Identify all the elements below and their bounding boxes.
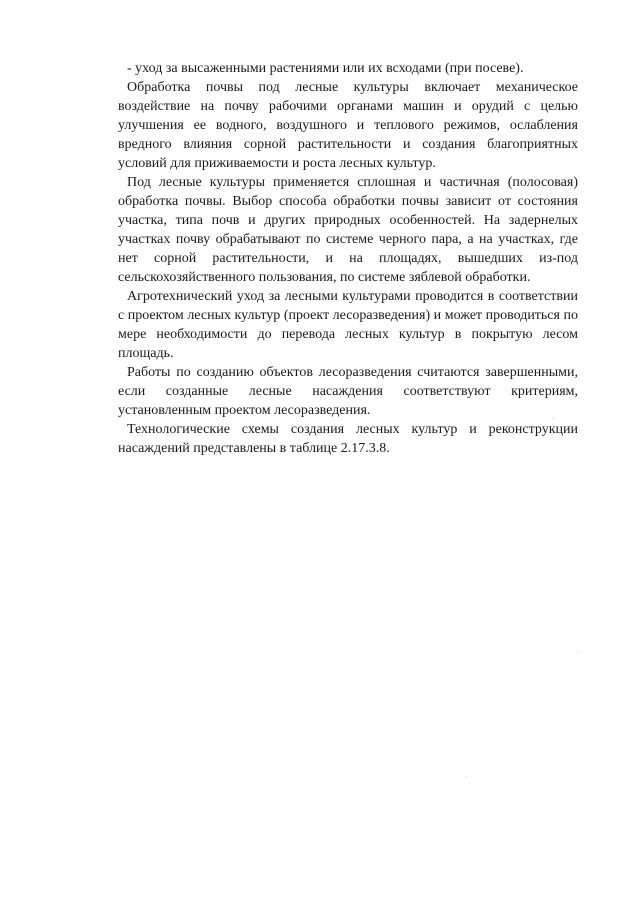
paragraph-technology-schemes: Технологические схемы создания лесных культур и реконструкции насаждений представлены в таблице 2.17.3.8.	[118, 422, 578, 456]
scan-speck	[578, 652, 579, 653]
paragraph-agrotechnical-care: Агротехнический уход за лесными культурами проводится в соответствии с проектом лесных культур (проект лесоразведения) и может проводиться по мере необходимости до перевода лесных культур в покрытую лесом площадь.	[118, 289, 578, 361]
scan-speck	[466, 776, 467, 777]
paragraph-works-completion: Работы по созданию объектов лесоразведения считаются завершенными, если созданные лесные насаждения соответствуют критериям, установленным проектом лесоразведения.	[118, 365, 578, 418]
document-body	[118, 59, 578, 458]
paragraph-treatment-methods: Под лесные культуры применяется сплошная и частичная (полосовая) обработка почвы. Выбор способа обработки почвы зависит от состояния участка, типа почв и других природных особенностей. На задернелых участках почву обрабатывают по системе черного пара, а на участках, где нет сорной растительности, и на площадях, вышедших из-под сельскохозяйственного пользования, по системе зяблевой обработки.	[118, 175, 578, 285]
scan-speck	[552, 418, 553, 419]
paragraph-soil-treatment: Обработка почвы под лесные культуры включает механическое воздействие на почву рабочими органами машин и орудий с целью улучшения ее водного, воздушного и теплового режимов, ослабления вредного влияния сорной растительности и создания благоприятных условий для приживаемости и роста лесных культур.	[118, 80, 578, 171]
paragraph-care-item: - уход за высаженными растениями или их всходами (при посеве).	[127, 61, 524, 76]
